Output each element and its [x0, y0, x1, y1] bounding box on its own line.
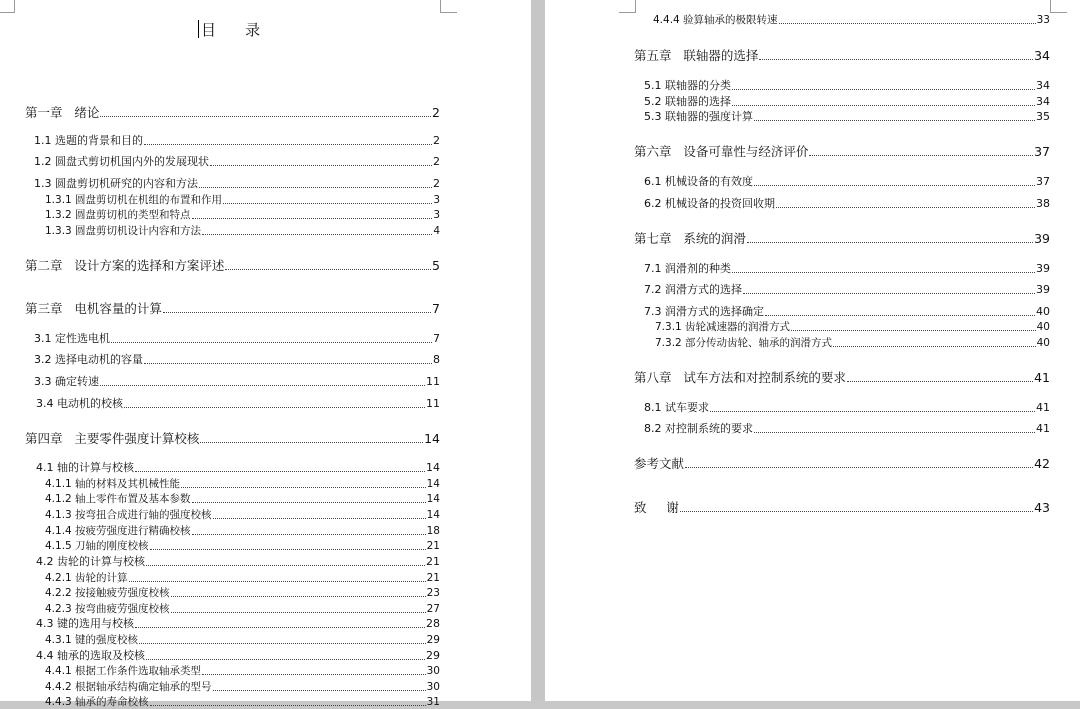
- toc-entry-label: 第六章 设备可靠性与经济评价: [634, 144, 809, 159]
- toc-page-number: 30: [426, 665, 440, 677]
- toc-page-number: 40: [1036, 321, 1050, 333]
- toc-entry-label: 第四章 主要零件强度计算校核: [25, 431, 200, 446]
- toc-page-number: 14: [424, 431, 440, 446]
- toc-chapter-entry[interactable]: [25, 302, 440, 316]
- toc-page-number: 3: [433, 194, 440, 206]
- toc-entry-label: 第八章 试车方法和对控制系统的要求: [634, 370, 846, 385]
- toc-section-entry[interactable]: [45, 680, 440, 694]
- toc-section-entry[interactable]: [36, 397, 440, 411]
- toc-leader-dots: [181, 487, 426, 488]
- toc-entry-label: 3.2 选择电动机的容量: [34, 353, 143, 366]
- toc-leader-dots: [202, 674, 426, 675]
- toc-entry-label: 4.3 键的选用与校核: [36, 617, 134, 630]
- toc-section-entry[interactable]: [644, 175, 1050, 189]
- text-cursor: [198, 20, 199, 38]
- toc-leader-dots: [144, 144, 432, 145]
- toc-leader-dots: [124, 407, 425, 408]
- toc-page-number: 37: [1036, 175, 1050, 188]
- toc-leader-dots: [833, 346, 1036, 347]
- toc-entry-label: 1.2 圆盘式剪切机国内外的发展现状: [34, 155, 209, 168]
- toc-page-number: 41: [1036, 422, 1050, 435]
- toc-leader-dots: [754, 432, 1035, 433]
- toc-entry-label: 1.3.1 圆盘剪切机在机组的布置和作用: [45, 194, 223, 206]
- toc-entry-label: 1.3 圆盘剪切机研究的内容和方法: [34, 177, 198, 190]
- toc-entry-label: 3.4 电动机的校核: [36, 397, 123, 410]
- crop-mark-top-right: [440, 0, 457, 13]
- toc-page-number: 14: [426, 493, 440, 505]
- toc-page-number: 7: [432, 301, 440, 316]
- toc-leader-dots: [223, 203, 432, 204]
- toc-section-entry[interactable]: [45, 208, 440, 222]
- toc-leader-dots: [743, 293, 1035, 294]
- toc-page-number: 21: [426, 572, 440, 584]
- toc-page-number: 28: [426, 617, 440, 630]
- toc-section-entry[interactable]: [45, 193, 440, 207]
- toc-leader-dots: [732, 272, 1035, 273]
- toc-page-number: 39: [1034, 231, 1050, 246]
- toc-section-entry[interactable]: [45, 633, 440, 647]
- toc-section-entry[interactable]: [644, 401, 1050, 415]
- toc-section-entry[interactable]: [36, 461, 440, 475]
- toc-chapter-entry[interactable]: [634, 232, 1050, 246]
- toc-page-number: 35: [1036, 110, 1050, 123]
- toc-chapter-entry[interactable]: [634, 371, 1050, 385]
- toc-entry-label: 4.4 轴承的选取及校核: [36, 649, 145, 662]
- toc-leader-dots: [146, 659, 425, 660]
- toc-chapter-entry[interactable]: [634, 145, 1050, 159]
- toc-chapter-entry[interactable]: [25, 106, 440, 120]
- toc-page-number: 2: [433, 134, 440, 147]
- toc-page-number: 41: [1034, 370, 1050, 385]
- toc-page-number: 21: [426, 555, 440, 568]
- toc-page-number: 5: [432, 258, 440, 273]
- toc-entry-label: 第三章 电机容量的计算: [25, 301, 162, 316]
- toc-leader-dots: [685, 467, 1033, 468]
- crop-mark-top-left: [0, 0, 15, 13]
- toc-section-entry[interactable]: [644, 283, 1050, 297]
- toc-section-entry[interactable]: [45, 539, 440, 553]
- toc-entry-label: 第二章 设计方案的选择和方案评述: [25, 258, 225, 273]
- toc-page-number: 2: [432, 105, 440, 120]
- toc-section-entry[interactable]: [34, 134, 440, 148]
- toc-section-entry[interactable]: [644, 422, 1050, 436]
- toc-page-number: 31: [426, 696, 440, 708]
- toc-page-number: 21: [426, 540, 440, 552]
- toc-section-entry[interactable]: [34, 177, 440, 191]
- toc-chapter-entry[interactable]: [25, 259, 440, 273]
- toc-section-entry[interactable]: [45, 224, 440, 238]
- toc-entry-label: 7.1 润滑剂的种类: [644, 262, 731, 275]
- toc-leader-dots: [213, 518, 426, 519]
- toc-section-entry[interactable]: [644, 110, 1050, 124]
- toc-leader-dots: [809, 155, 1033, 156]
- toc-entry-label: 4.1.4 按疲劳强度进行精确校核: [45, 525, 191, 537]
- toc-page-number: 43: [1034, 500, 1050, 515]
- toc-entry-label: 4.1 轴的计算与校核: [36, 461, 134, 474]
- toc-section-entry[interactable]: [45, 524, 440, 538]
- toc-section-entry[interactable]: [644, 197, 1050, 211]
- toc-leader-dots: [150, 549, 426, 550]
- toc-leader-dots: [100, 116, 431, 117]
- toc-section-entry[interactable]: [644, 95, 1050, 109]
- toc-entry-label: 7.3 润滑方式的选择确定: [644, 305, 764, 318]
- toc-entry-label: 5.2 联轴器的选择: [644, 95, 731, 108]
- toc-section-entry[interactable]: [34, 375, 440, 389]
- toc-page-number: 11: [426, 397, 440, 410]
- toc-leader-dots: [225, 269, 431, 270]
- toc-page-number: 4: [433, 225, 440, 237]
- toc-leader-dots: [776, 207, 1035, 208]
- toc-page-number: 39: [1036, 262, 1050, 275]
- toc-page-number: 14: [426, 509, 440, 521]
- toc-leader-dots: [192, 534, 426, 535]
- toc-section-entry[interactable]: [655, 336, 1050, 350]
- crop-mark-top-left: [619, 0, 636, 13]
- toc-section-entry[interactable]: [36, 649, 440, 663]
- toc-leader-dots: [754, 185, 1035, 186]
- toc-section-entry[interactable]: [45, 602, 440, 616]
- toc-chapter-entry[interactable]: [634, 49, 1050, 63]
- toc-title-text: 目 录: [201, 21, 263, 39]
- toc-page-number: 29: [426, 634, 440, 646]
- toc-entry-label: 第一章 绪论: [25, 105, 100, 120]
- toc-entry-label: 3.3 确定转速: [34, 375, 99, 388]
- toc-section-entry[interactable]: [45, 492, 440, 506]
- toc-entry-label: 5.3 联轴器的强度计算: [644, 110, 753, 123]
- toc-entry-label: 1.3.2 圆盘剪切机的类型和特点: [45, 209, 191, 221]
- toc-leader-dots: [732, 105, 1035, 106]
- toc-page-number: 40: [1036, 305, 1050, 318]
- toc-leader-dots: [199, 187, 432, 188]
- toc-page-number: 11: [426, 375, 440, 388]
- toc-entry-label: 4.1.2 轴上零件布置及基本参数: [45, 493, 191, 505]
- toc-page-number: 2: [433, 177, 440, 190]
- toc-page-number: 27: [426, 603, 440, 615]
- toc-page-number: 18: [426, 525, 440, 537]
- toc-chapter-entry[interactable]: [25, 432, 440, 446]
- crop-mark-top-right: [1050, 0, 1067, 13]
- toc-page-number: 40: [1036, 337, 1050, 349]
- toc-entry-label: 4.4.3 轴承的寿命校核: [45, 696, 149, 708]
- toc-entry-label: 4.2 齿轮的计算与校核: [36, 555, 145, 568]
- toc-leader-dots: [213, 690, 426, 691]
- toc-section-entry[interactable]: [34, 332, 440, 346]
- toc-entry-label: 参考文献: [634, 456, 685, 471]
- toc-entry-label: 5.1 联轴器的分类: [644, 79, 731, 92]
- toc-page-number: 3: [433, 209, 440, 221]
- toc-leader-dots: [200, 442, 423, 443]
- toc-entry-label: 6.2 机械设备的投资回收期: [644, 197, 775, 210]
- toc-section-entry[interactable]: [644, 305, 1050, 319]
- toc-leader-dots: [135, 627, 425, 628]
- toc-entry-label: 4.1.3 按弯扭合成进行轴的强度校核: [45, 509, 212, 521]
- toc-entry-label: 4.1.5 刀轴的刚度校核: [45, 540, 149, 552]
- toc-section-entry[interactable]: [36, 617, 440, 631]
- toc-entry-label: 7.3.2 部分传动齿轮、轴承的润滑方式: [655, 337, 833, 349]
- page-gutter: [531, 0, 545, 701]
- toc-page-number: 34: [1036, 79, 1050, 92]
- toc-page-number: 29: [426, 649, 440, 662]
- toc-page-number: 34: [1034, 48, 1050, 63]
- toc-section-entry[interactable]: [36, 555, 440, 569]
- toc-leader-dots: [754, 120, 1035, 121]
- toc-page-number: 7: [433, 332, 440, 345]
- toc-entry-label: 4.4.2 根据轴承结构确定轴承的型号: [45, 681, 212, 693]
- toc-entry-label: 4.2.3 按弯曲疲劳强度校核: [45, 603, 170, 615]
- toc-section-entry[interactable]: [653, 13, 1050, 27]
- toc-section-entry[interactable]: [45, 664, 440, 678]
- toc-section-entry[interactable]: [644, 262, 1050, 276]
- toc-chapter-entry[interactable]: [634, 501, 1050, 515]
- toc-leader-dots: [100, 385, 425, 386]
- toc-entry-label: 第五章 联轴器的选择: [634, 48, 759, 63]
- toc-leader-dots: [732, 89, 1035, 90]
- toc-page-number: 34: [1036, 95, 1050, 108]
- toc-section-entry[interactable]: [644, 79, 1050, 93]
- toc-section-entry[interactable]: [45, 586, 440, 600]
- toc-page-number: 8: [433, 353, 440, 366]
- toc-page-number: 41: [1036, 401, 1050, 414]
- toc-entry-label: 4.1.1 轴的材料及其机械性能: [45, 478, 181, 490]
- toc-entry-label: 4.2.2 按接触疲劳强度校核: [45, 587, 170, 599]
- toc-entry-label: 8.1 试车要求: [644, 401, 709, 414]
- toc-leader-dots: [747, 242, 1033, 243]
- toc-title[interactable]: [198, 19, 262, 40]
- toc-entry-label: 8.2 对控制系统的要求: [644, 422, 753, 435]
- toc-page-number: 38: [1036, 197, 1050, 210]
- toc-entry-label: 6.1 机械设备的有效度: [644, 175, 753, 188]
- toc-entry-label: 3.1 定性选电机: [34, 332, 110, 345]
- toc-leader-dots: [759, 59, 1033, 60]
- toc-section-entry[interactable]: [34, 353, 440, 367]
- toc-entry-label: 4.3.1 键的强度校核: [45, 634, 139, 646]
- toc-leader-dots: [192, 218, 433, 219]
- toc-leader-dots: [710, 411, 1035, 412]
- toc-leader-dots: [680, 511, 1033, 512]
- toc-leader-dots: [139, 643, 426, 644]
- toc-section-entry[interactable]: [34, 155, 440, 169]
- toc-entry-label: 4.4.1 根据工作条件选取轴承类型: [45, 665, 202, 677]
- right-page: [545, 0, 1080, 701]
- toc-leader-dots: [111, 342, 432, 343]
- toc-entry-label: 1.1 选题的背景和目的: [34, 134, 143, 147]
- toc-leader-dots: [146, 565, 425, 566]
- toc-section-entry[interactable]: [45, 508, 440, 522]
- toc-page-number: 23: [426, 587, 440, 599]
- toc-leader-dots: [135, 471, 425, 472]
- toc-leader-dots: [779, 23, 1036, 24]
- toc-page-number: 33: [1036, 14, 1050, 26]
- toc-page-number: 37: [1034, 144, 1050, 159]
- toc-leader-dots: [150, 705, 426, 706]
- toc-chapter-entry[interactable]: [634, 457, 1050, 471]
- toc-entry-label: 7.3.1 齿轮减速器的润滑方式: [655, 321, 791, 333]
- toc-section-entry[interactable]: [45, 571, 440, 585]
- toc-leader-dots: [129, 581, 426, 582]
- toc-entry-label: 1.3.3 圆盘剪切机设计内容和方法: [45, 225, 202, 237]
- toc-page-number: 14: [426, 461, 440, 474]
- toc-section-entry[interactable]: [45, 695, 440, 709]
- toc-entry-label: 4.2.1 齿轮的计算: [45, 572, 128, 584]
- toc-leader-dots: [202, 234, 432, 235]
- toc-leader-dots: [163, 312, 431, 313]
- toc-leader-dots: [765, 315, 1035, 316]
- left-page: [0, 0, 531, 708]
- toc-leader-dots: [210, 165, 432, 166]
- toc-leader-dots: [171, 596, 426, 597]
- toc-entry-label: 7.2 润滑方式的选择: [644, 283, 742, 296]
- toc-page-number: 39: [1036, 283, 1050, 296]
- toc-section-entry[interactable]: [655, 320, 1050, 334]
- toc-entry-label: 致 谢: [634, 500, 679, 515]
- toc-entry-label: 第七章 系统的润滑: [634, 231, 746, 246]
- toc-leader-dots: [144, 363, 432, 364]
- toc-page-number: 14: [426, 478, 440, 490]
- toc-page-number: 2: [433, 155, 440, 168]
- toc-leader-dots: [192, 502, 426, 503]
- toc-leader-dots: [847, 381, 1033, 382]
- toc-leader-dots: [791, 330, 1036, 331]
- toc-entry-label: 4.4.4 验算轴承的极限转速: [653, 14, 778, 26]
- toc-section-entry[interactable]: [45, 477, 440, 491]
- toc-page-number: 42: [1034, 456, 1050, 471]
- toc-page-number: 30: [426, 681, 440, 693]
- toc-leader-dots: [171, 612, 426, 613]
